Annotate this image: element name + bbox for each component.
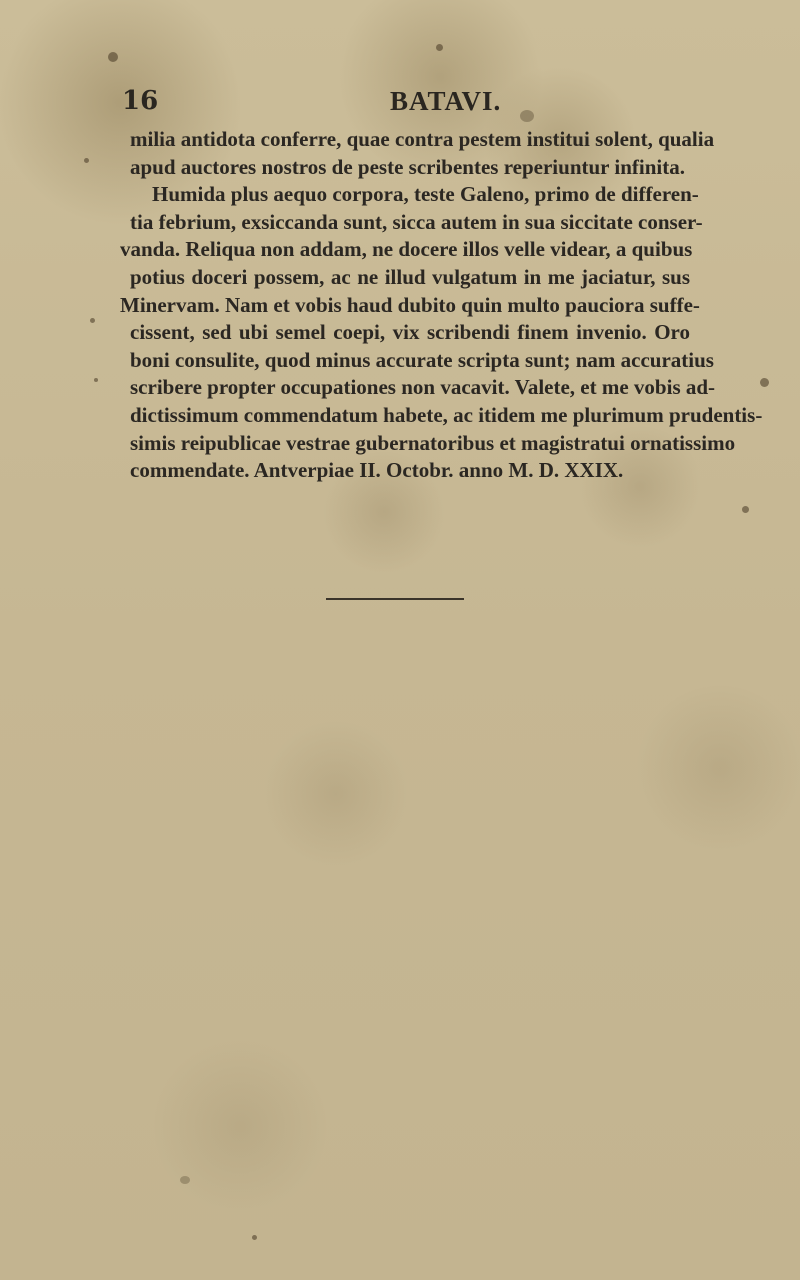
section-rule [326, 598, 464, 600]
text-line: milia antidota conferre, quae contra pestem institui solent, qualia [130, 127, 715, 151]
paper-speck [742, 506, 749, 513]
body-text [120, 126, 763, 485]
paper-speck [94, 378, 98, 382]
paper-speck [108, 52, 118, 62]
running-title: BATAVI. [390, 86, 502, 116]
paper-speck [180, 1176, 190, 1184]
text-line: simis reipublicae vestrae gubernatoribus et magistratui ornatissimo [130, 430, 736, 455]
paper-speck [252, 1235, 257, 1240]
text-line: boni consulite, quod minus accurate scripta sunt; nam accuratius [130, 347, 714, 372]
text-line: commendate. Antverpiae II. Octobr. anno M. D. XXIX. [130, 458, 624, 483]
text-line: scribere propter occupationes non vacavit. Valete, et me vobis ad- [130, 375, 716, 400]
text-line: tia febrium, exsiccanda sunt, sicca autem in sua siccitate conser- [130, 209, 703, 234]
text-line: dictissimum commendatum habete, ac itidem me plurimum prudentis- [130, 402, 763, 427]
paper-speck [90, 318, 95, 323]
text-line: Minervam. Nam et vobis haud dubito quin multo pauciora suffe- [120, 292, 700, 317]
paper-speck [84, 158, 89, 163]
text-line: Humida plus aequo corpora, teste Galeno, primo de differen- [152, 182, 699, 207]
paper-speck [436, 44, 443, 51]
text-line: cissent, sed ubi semel coepi, vix scribendi finem invenio. Oro [130, 320, 690, 345]
paper-speck [760, 378, 769, 387]
text-line: vanda. Reliqua non addam, ne docere illos velle videar, a quibus [120, 237, 693, 262]
text-line: apud auctores nostros de peste scribentes reperiuntur infinita. [130, 154, 685, 179]
text-line: potius doceri possem, ac ne illud vulgatum in me jaciatur, sus [130, 264, 690, 289]
page-number: 16 [122, 86, 159, 116]
paper-speck [520, 110, 534, 122]
